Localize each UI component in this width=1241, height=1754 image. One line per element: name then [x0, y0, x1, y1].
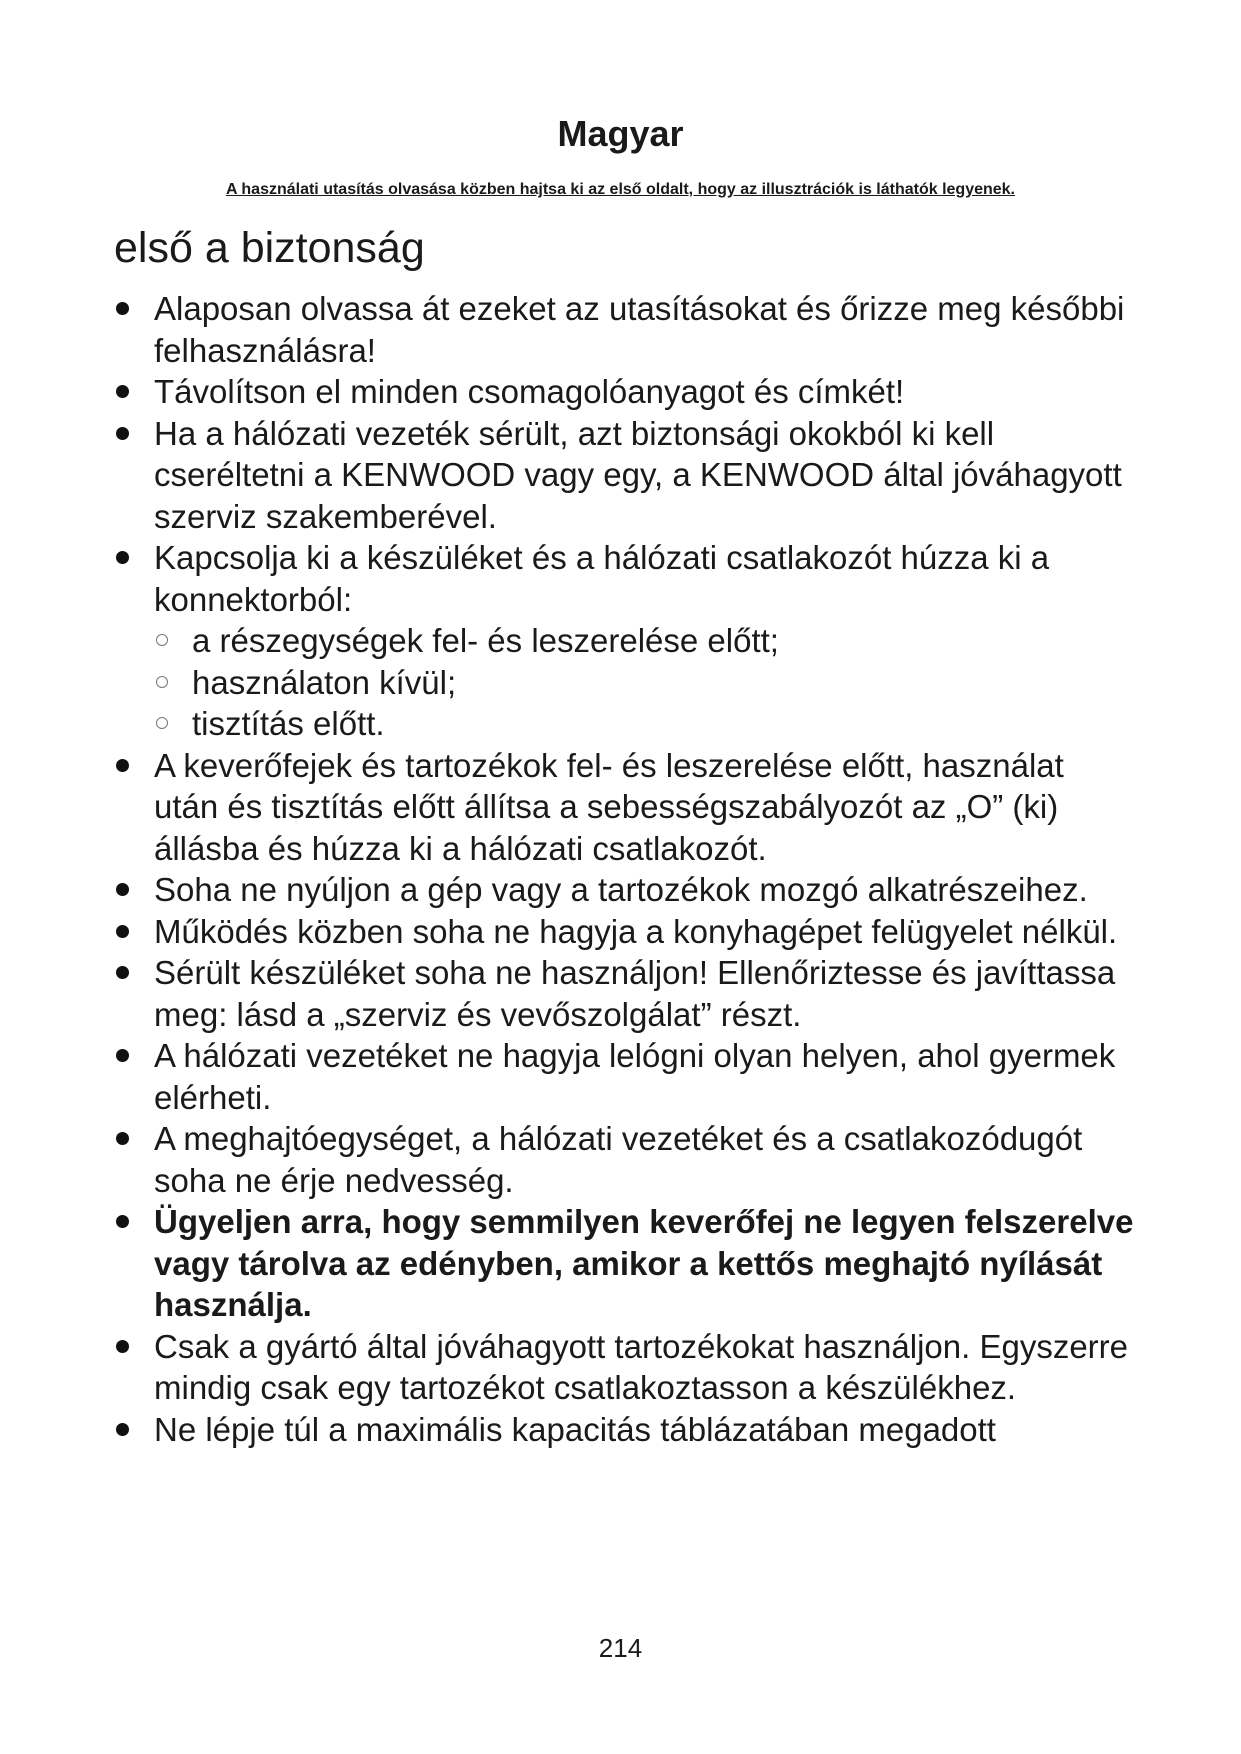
foldout-note: A használati utasítás olvasása közben hajtsa ki az első oldalt, hogy az illusztrációk is láthatók legyenek. [225, 181, 1015, 198]
bullet-icon [116, 1340, 129, 1353]
list-item [114, 1326, 1134, 1409]
sub-list-item-text: a részegységek fel- és leszerelése előtt; [192, 622, 779, 659]
list-item-text: A hálózati vezetéket ne hagyja lelógni olyan helyen, ahol gyermek elérheti. [154, 1037, 1116, 1116]
bullet-icon [116, 1215, 129, 1228]
bullet-icon [116, 966, 129, 979]
list-item-text: Távolítson el minden csomagolóanyagot és címkét! [154, 373, 905, 410]
section-heading: első a biztonság [114, 224, 425, 272]
list-item [114, 1035, 1134, 1118]
bullet-icon [116, 1132, 129, 1145]
sub-list-item [154, 662, 1134, 704]
safety-list [114, 288, 1134, 1450]
list-item-text: Kapcsolja ki a készüléket és a hálózati csatlakozót húzza ki a konnektorból: [154, 539, 1050, 618]
list-item [114, 745, 1134, 870]
hollow-bullet-icon [156, 676, 168, 688]
bullet-icon [116, 385, 129, 398]
list-item-text-warning: Ügyeljen arra, hogy semmilyen keverőfej ne legyen felszerelve vagy tárolva az edényben, amikor a kettős meghajtó nyílását használja. [154, 1203, 1134, 1323]
bullet-icon [116, 551, 129, 564]
bullet-icon [116, 925, 129, 938]
list-item-text: Sérült készüléket soha ne használjon! Ellenőriztesse és javíttassa meg: lásd a „szerviz és vevőszolgálat” részt. [154, 954, 1116, 1033]
list-item [114, 952, 1134, 1035]
list-item [114, 1201, 1134, 1326]
page-number: 214 [598, 1633, 643, 1663]
sub-list [154, 620, 1134, 745]
list-item-text: Ha a hálózati vezeték sérült, azt biztonsági okokból ki kell cseréltetni a KENWOOD vagy egy, a KENWOOD által jóváhagyott szerviz szakemberével. [154, 414, 1122, 535]
bullet-icon [116, 1423, 129, 1436]
sub-list-item-text: használaton kívül; [192, 663, 457, 701]
list-item-text: Működés közben soha ne hagyja a konyhagépet felügyelet nélkül. [154, 912, 1118, 950]
sub-list-item-text: tisztítás előtt. [192, 705, 385, 742]
list-item [114, 413, 1134, 538]
bullet-icon [116, 427, 129, 440]
hollow-bullet-icon [156, 717, 168, 729]
list-item [114, 1409, 1134, 1451]
hollow-bullet-icon [156, 634, 168, 646]
list-item-text: Soha ne nyúljon a gép vagy a tartozékok mozgó alkatrészeihez. [154, 871, 1088, 908]
bullet-icon [116, 759, 129, 772]
list-item [114, 869, 1134, 911]
page-language-title: Magyar [557, 113, 684, 154]
list-item [114, 288, 1134, 371]
list-item [114, 1118, 1134, 1201]
sub-list-item [154, 620, 1134, 662]
list-item [114, 911, 1134, 953]
list-item-text: A keverőfejek és tartozékok fel- és leszerelése előtt, használat után és tisztítás előtt állítsa a sebességszabályozót az „O” (ki) állásba és húzza ki a hálózati csatlakozót. [154, 746, 1064, 867]
list-item-text: Ne lépje túl a maximális kapacitás táblázatában megadott [154, 1410, 996, 1448]
bullet-icon [116, 1049, 129, 1062]
sub-list-item [154, 703, 1134, 745]
list-item-text: Csak a gyártó által jóváhagyott tartozékokat használjon. Egyszerre mindig csak egy tartozékot csatlakoztasson a készülékhez. [154, 1327, 1129, 1406]
list-item-text: Alaposan olvassa át ezeket az utasításokat és őrizze meg későbbi felhasználásra! [154, 290, 1125, 369]
list-item [114, 371, 1134, 413]
bullet-icon [116, 883, 129, 896]
bullet-icon [116, 302, 129, 315]
list-item [114, 537, 1134, 745]
list-item-text: A meghajtóegységet, a hálózati vezetéket és a csatlakozódugót soha ne érje nedvesség. [154, 1120, 1083, 1199]
